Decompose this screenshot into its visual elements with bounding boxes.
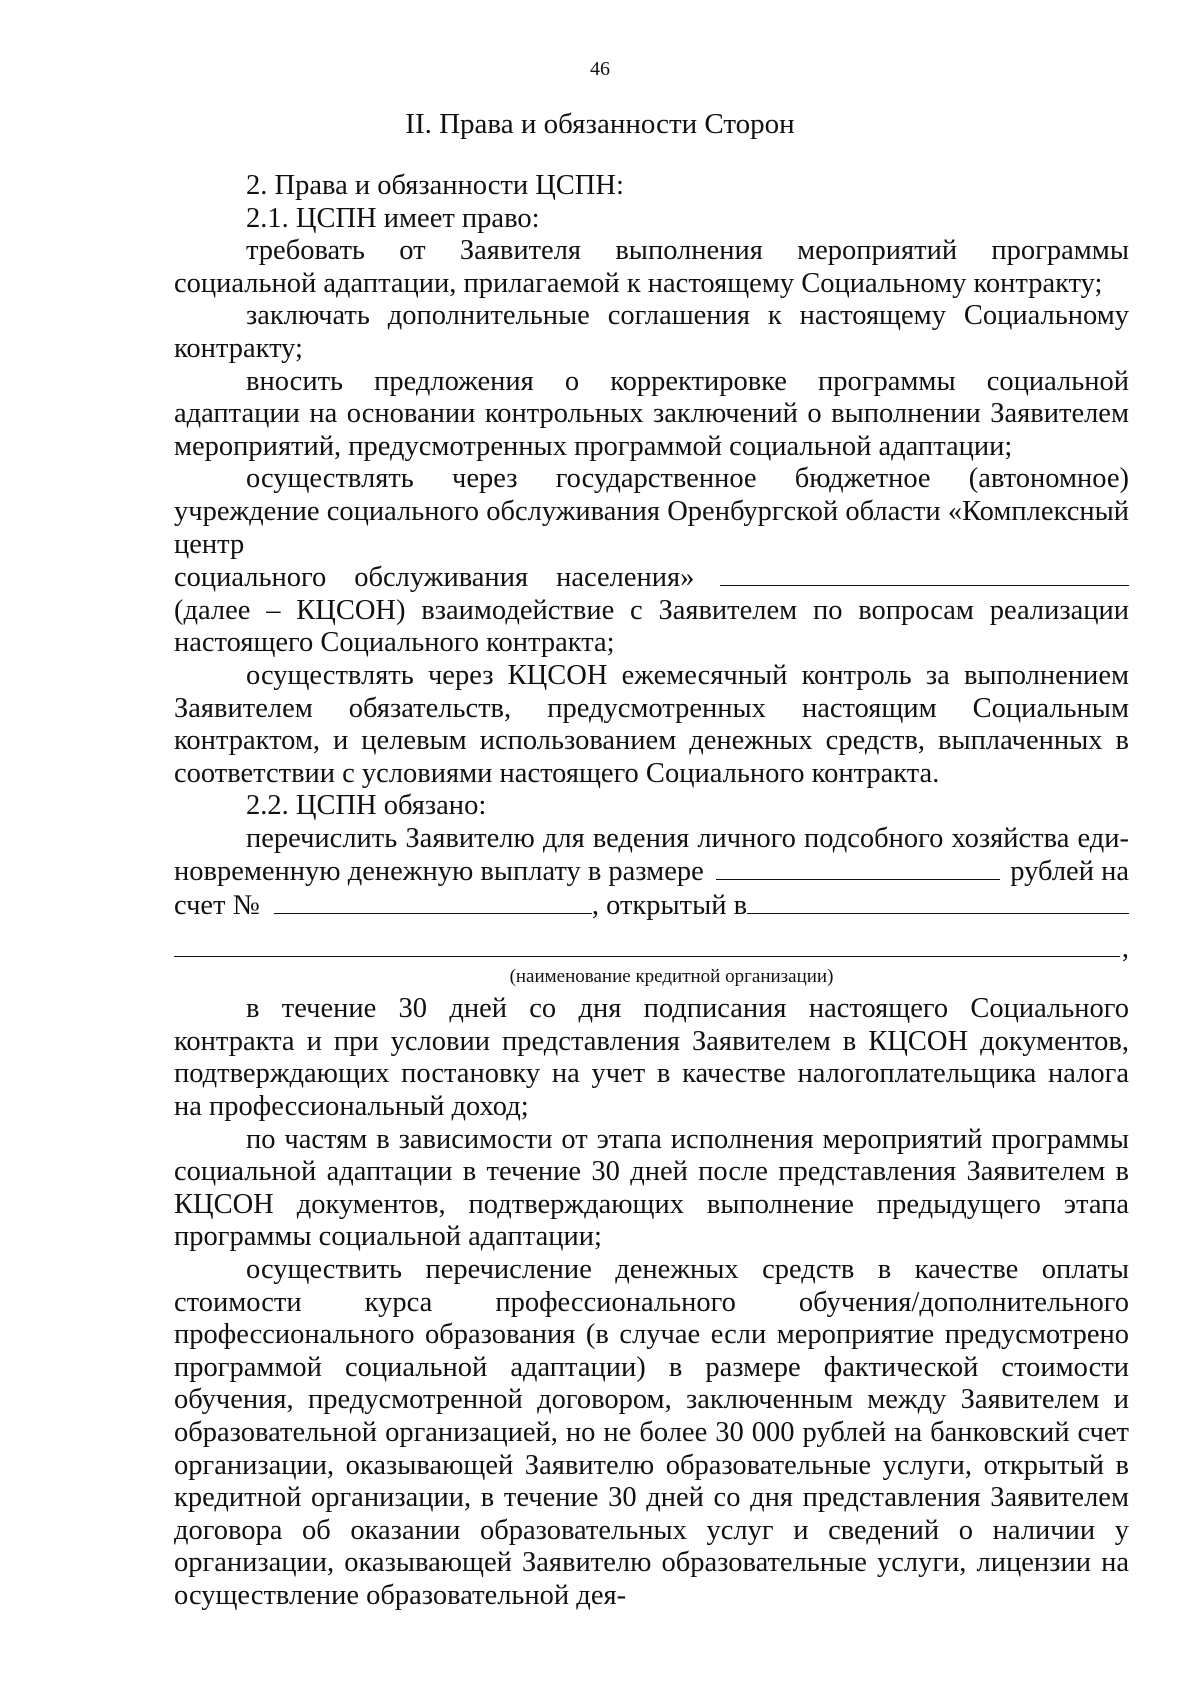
payment-amount-blank[interactable] [716,855,1001,880]
credit-organization-caption: (наименование кредитной организации) [509,966,834,988]
paragraph-by-parts: по частям в зависимости от этапа исполнения мероприятий программы социальной адаптации в течение 30 дней после представления Заявителем в КЦСОН документов, подтверждающих выполнение предыдущего этапа программы социальной адаптации; [174,1123,1129,1253]
paragraph-interaction-kcson-tail: (далее – КЦСОН) взаимодействие с Заявителем по вопросам реализации настоящего Социального контракта; [174,594,1129,659]
credit-organization-blank[interactable] [174,940,1120,957]
document-body [174,170,1129,1613]
paragraph-interaction-kcson [174,463,1129,561]
payment-amount-label: новременную денежную выплату в размере [174,856,704,888]
section-2-2-title: 2.2. ЦСПН обязано: [246,790,487,822]
paragraph-monthly-control: осуществлять через КЦСОН ежемесячный контроль за выполнением Заявителем обязательств, предусмотренных настоящим Социальным контрактом, и целевым использованием денежных средств, выплаченных в соответствии с условиями настоящего Социального контракта. [174,659,1129,789]
paragraph-transfer-line1: перечислить Заявителю для ведения личного подсобного хозяйства еди- [246,822,1129,854]
section-heading: II. Права и обязанности Сторон [405,108,795,140]
kcson-name-line [174,561,1129,595]
paragraph-interaction-kcson-main: осуществлять через государственное бюджетное (автономное) учреждение социального обслуживания Оренбургской области «Комплексный центр [174,463,1129,560]
paragraph-within-30-days: в течение 30 дней со дня подписания настоящего Социального контракта и при условии представления Заявителем в КЦСОН документов, подтверждающих постановку на учет в качестве налогоплательщика налога на профессиональный доход; [174,993,1129,1123]
kcson-word-population: населения» [556,562,695,594]
paragraph-additional-agreements: заключать дополнительные соглашения к настоящему Социальному контракту; [174,300,1129,364]
account-opened-label: , открытый в [591,890,748,922]
credit-organization-comma: , [1121,932,1129,964]
bank-branch-blank[interactable] [747,889,1129,914]
paragraph-training-payment: осуществить перечисление денежных средств в качестве оплаты стоимости курса профессионального обучения/дополнительного профессионального образования (в случае если мероприятие предусмотрено программой социальной адаптации) в размере фактической стоимости обучения, предусмотренной договором, заключенным между Заявителем и образовательной организацией, но не более 30 000 рублей на банковский счет организации, оказывающей Заявителю образовательные услуги, открытый в кредитной организации, в течение 30 дней со дня представления Заявителем договора об оказании образовательных услуг и сведений о наличии у организации, оказывающей Заявителю образовательные услуги, лицензии на осуществление образовательной дея- [174,1254,1129,1611]
kcson-word-service: обслуживания [354,562,529,594]
account-line [174,889,1129,923]
account-number-label: счет № [174,890,260,922]
kcson-name-blank[interactable] [720,561,1129,586]
payment-amount-line [174,855,1129,889]
kcson-word-social: социального [174,562,327,594]
account-number-blank[interactable] [274,889,592,914]
payment-currency-label: рублей на [1010,856,1129,888]
paragraph-propose-adjustments: вносить предложения о корректировке программы социальной адаптации на основании контрольных заключений о выполнении Заявителем мероприятий, предусмотренных программой социальной адаптации; [174,365,1129,462]
page-number: 46 [590,58,610,80]
section-2-1-title: 2.1. ЦСПН имеет право: [246,202,540,234]
section-2-title: 2. Права и обязанности ЦСПН: [246,170,624,201]
paragraph-require-fulfillment: требовать от Заявителя выполнения мероприятий программы социальной адаптации, прилагаемой к настоящему Социальному контракту; [174,235,1129,299]
credit-organization-line [174,933,1129,966]
